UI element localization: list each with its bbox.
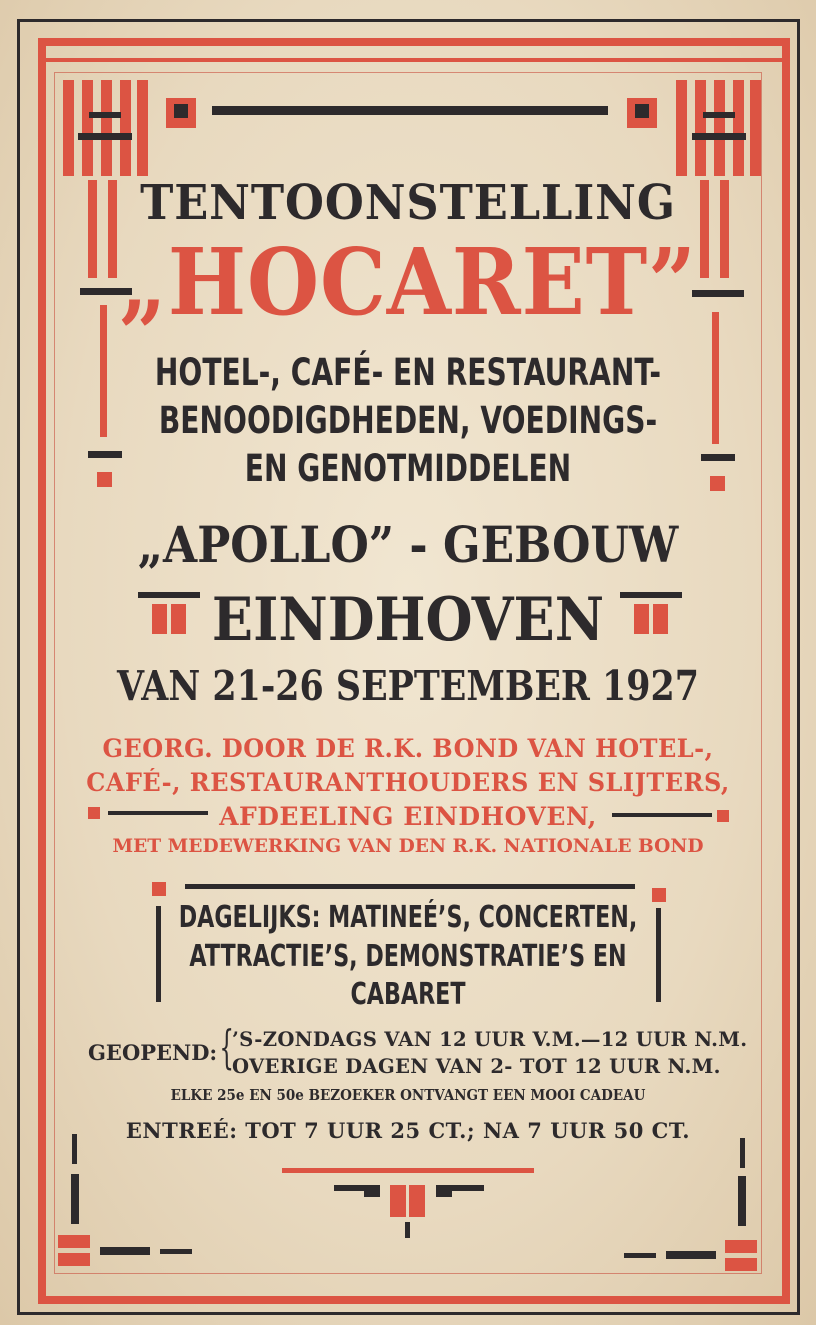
exhibition-title: TENTOONSTELLING xyxy=(140,175,676,231)
organizer-ornament-right-dot xyxy=(717,810,729,822)
ornament-tr-bar-3 xyxy=(714,80,725,176)
ornament-tr-dash-1 xyxy=(703,112,735,118)
ornament-tl-square-core xyxy=(174,104,188,118)
ornament-br-hbar-1 xyxy=(666,1251,716,1259)
ornament-tl-dash-2 xyxy=(78,133,132,140)
ornament-tl-bar-2 xyxy=(82,80,93,176)
ornament-tl-bar-1 xyxy=(63,80,74,176)
daily-line-1: DAGELIJKS: MATINEÉ’S, CONCERTEN, xyxy=(178,900,638,935)
ornament-br-vbar-2 xyxy=(738,1176,746,1226)
subtitle-line-1: HOTEL-, CAFÉ- EN RESTAURANT- xyxy=(154,351,662,394)
ornament-tr-square-core xyxy=(635,104,649,118)
organizer-line-2: CAFÉ-, RESTAURANTHOUDERS EN SLIJTERS, xyxy=(86,768,730,797)
bottom-center-red-line xyxy=(282,1168,534,1173)
bottom-center-block-1 xyxy=(390,1185,406,1217)
ornament-tl-bar-3 xyxy=(101,80,112,176)
ornament-tr-dash-2 xyxy=(692,133,746,140)
organizer-line-3: AFDEELING EINDHOVEN, xyxy=(219,802,597,831)
city-ornament-right-block-2 xyxy=(653,604,668,634)
ornament-bl-vbar-1 xyxy=(72,1134,77,1164)
red-inner-line xyxy=(40,58,782,62)
ornament-tr-bar-2 xyxy=(695,80,706,176)
organizer-line-4: MET MEDEWERKING VAN DEN R.K. NATIONALE BOND xyxy=(112,835,704,857)
ornament-tr-bar-4 xyxy=(733,80,744,176)
ornament-bl-hbar-2 xyxy=(160,1249,192,1254)
ornament-bl-block-2 xyxy=(58,1253,90,1266)
ornament-br-vbar-1 xyxy=(740,1138,745,1168)
daily-box-dot-left xyxy=(152,882,166,896)
daily-line-3: CABARET xyxy=(350,977,466,1012)
daily-line-2: ATTRACTIE’S, DEMONSTRATIE’S EN xyxy=(189,939,627,974)
ornament-tl-dash-1 xyxy=(89,112,121,118)
bottom-center-stem xyxy=(405,1222,410,1238)
city-name: EINDHOVEN xyxy=(211,585,605,655)
ornament-br-block-2 xyxy=(725,1258,757,1271)
ornament-tl-bar-4 xyxy=(120,80,131,176)
entrance-fee: ENTREÉ: TOT 7 UUR 25 CT.; NA 7 UUR 50 CT. xyxy=(125,1118,691,1143)
ornament-bl-vbar-2 xyxy=(71,1174,79,1224)
venue-name: „APOLLO” - GEBOUW xyxy=(137,515,679,574)
city-ornament-right-bar xyxy=(620,592,682,598)
opening-other-days: OVERIGE DAGEN VAN 2- TOT 12 UUR N.M. xyxy=(232,1054,721,1078)
bottom-center-left-step-2 xyxy=(364,1191,380,1197)
opening-brace: { xyxy=(219,1020,234,1074)
ornament-tl-bar-5 xyxy=(137,80,148,176)
city-ornament-right-block-1 xyxy=(634,604,649,634)
opening-label: GEOPEND: xyxy=(88,1040,218,1065)
subtitle-line-2: BENOODIGDHEDEN, VOEDINGS- xyxy=(158,399,658,442)
exhibition-dates: VAN 21-26 SEPTEMBER 1927 xyxy=(116,662,700,710)
visitor-gift-note: ELKE 25e EN 50e BEZOEKER ONTVANGT EEN MOOI CADEAU xyxy=(170,1086,646,1104)
ornament-bl-hbar-1 xyxy=(100,1247,150,1255)
subtitle-line-3: EN GENOTMIDDELEN xyxy=(244,447,572,490)
ornament-tr-bar-5 xyxy=(750,80,761,176)
ornament-tr-bar-1 xyxy=(676,80,687,176)
bottom-center-block-2 xyxy=(409,1185,425,1217)
opening-sunday: ’S-ZONDAGS VAN 12 UUR V.M.—12 UUR N.M. xyxy=(232,1027,748,1051)
exhibition-name: „HOCARET” xyxy=(119,228,697,336)
bottom-center-right-step-2 xyxy=(436,1191,452,1197)
organizer-line-1: GEORG. DOOR DE R.K. BOND VAN HOTEL-, xyxy=(102,734,714,763)
daily-box-top-bar xyxy=(185,884,635,889)
top-center-bar xyxy=(212,106,608,115)
ornament-br-block-1 xyxy=(725,1240,757,1253)
ornament-bl-block-1 xyxy=(58,1235,90,1248)
ornament-br-hbar-2 xyxy=(624,1253,656,1258)
organizer-ornament-right-bar xyxy=(612,813,712,817)
